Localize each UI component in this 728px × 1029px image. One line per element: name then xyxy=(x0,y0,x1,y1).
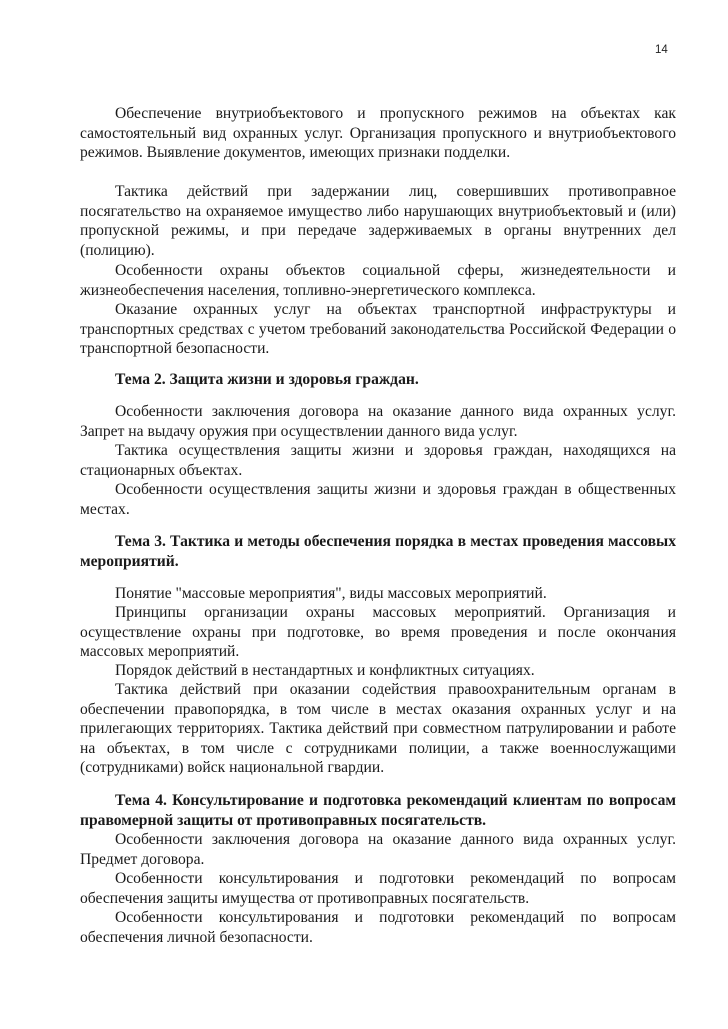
page-number: 14 xyxy=(655,44,668,56)
topic-3-paragraph-procedure: Порядок действий в нестандартных и конфликтных ситуациях. xyxy=(115,662,535,679)
topic-3-paragraph-assistance: Тактика действий при оказании содействия правоохранительным органам в обеспечении правопорядка, в том числе в местах оказания охранных услуг и на прилегающих территориях. Тактика действий при совместном патрулировании и работе на объектах, в том числе с сотрудниками полиции, а также военнослужащими (сотрудниками) войск национальной гвардии. xyxy=(80,681,676,777)
topic-2-paragraph-public-places: Особенности осуществления защиты жизни и здоровья граждан в общественных местах. xyxy=(80,481,676,518)
paragraph-transport-security: Оказание охранных услуг на объектах транспортной инфраструктуры и транспортных средствах с учетом требований законодательства Российской Федерации о транспортной безопасности. xyxy=(80,301,676,358)
topic-3-heading: Тема 3. Тактика и методы обеспечения порядка в местах проведения массовых мероприятий. xyxy=(80,533,676,570)
paragraph-social-objects: Особенности охраны объектов социальной сферы, жизнедеятельности и жизнеобеспечения населения, топливно-энергетического комплекса. xyxy=(80,262,676,299)
topic-4-paragraph-contract: Особенности заключения договора на оказание данного вида охранных услуг. Предмет договора. xyxy=(80,831,676,868)
topic-4-paragraph-property: Особенности консультирования и подготовки рекомендаций по вопросам обеспечения защиты имущества от противоправных посягательств. xyxy=(80,870,676,907)
paragraph-detention-tactics: Тактика действий при задержании лиц, совершивших противоправное посягательство на охраняемое имущество либо нарушающих внутриобъектовый и (или) пропускной режимы, и при передаче задерживаемых в органы внутренних дел (полицию). xyxy=(80,183,676,259)
topic-3-paragraph-concept: Понятие "массовые мероприятия", виды массовых мероприятий. xyxy=(115,585,547,602)
paragraph-access-regimes: Обеспечение внутриобъектового и пропускного режимов на объектах как самостоятельный вид охранных услуг. Организация пропускного и внутриобъектового режимов. Выявление документов, имеющих признаки подделки. xyxy=(80,105,676,162)
topic-4-heading: Тема 4. Консультирование и подготовка рекомендаций клиентам по вопросам правомерной защиты от противоправных посягательств. xyxy=(80,792,676,829)
topic-4-paragraph-personal-safety: Особенности консультирования и подготовки рекомендаций по вопросам обеспечения личной безопасности. xyxy=(80,909,676,946)
topic-2-heading: Тема 2. Защита жизни и здоровья граждан. xyxy=(115,371,419,388)
topic-2-paragraph-contract: Особенности заключения договора на оказание данного вида охранных услуг. Запрет на выдачу оружия при осуществлении данного вида услуг. xyxy=(80,403,676,440)
topic-2-paragraph-stationary: Тактика осуществления защиты жизни и здоровья граждан, находящихся на стационарных объектах. xyxy=(80,442,676,479)
topic-3-paragraph-principles: Принципы организации охраны массовых мероприятий. Организация и осуществление охраны при подготовке, во время проведения и после окончания массовых мероприятий. xyxy=(80,604,676,661)
